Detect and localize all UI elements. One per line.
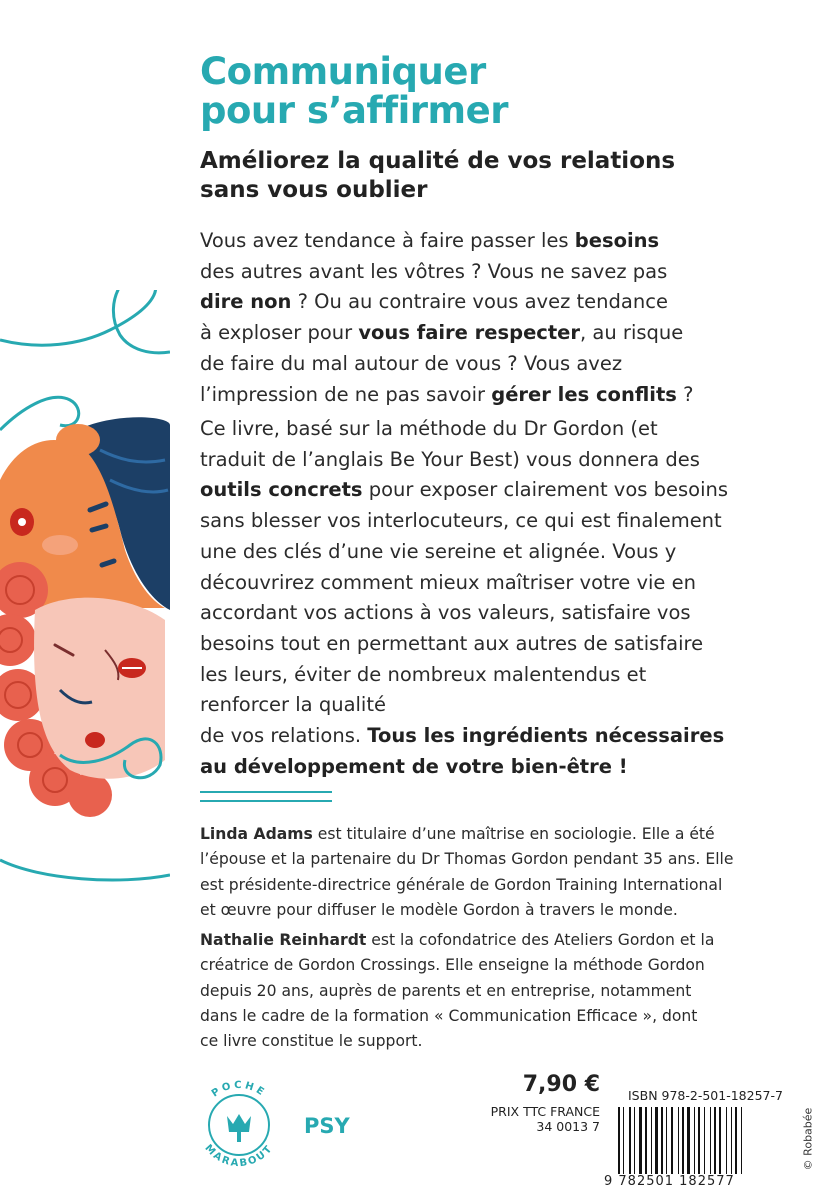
isbn: ISBN 978-2-501-18257-7 [628, 1088, 783, 1103]
barcode-bar [629, 1107, 631, 1179]
author-name: Linda Adams [200, 825, 313, 843]
description-paragraph: Ce livre, basé sur la méthode du Dr Gordon (et traduit de l’anglais Be Your Best) vous donnera des outils concrets pour exposer clairement vos besoins sans blesser vos interlocuteurs, ce qui est finalement une des clés d’une vie sereine et alignée. Vous y découvrirez comment mieux maîtriser votre vie en accordant vos actions à vos valeurs, satisfaire vos besoins tout en permettant aux autres de satisfaire les leurs, éviter de nombreux malentendus et renforcer la qualité de vos relations. Tous les ingrédients nécessaires au développement de votre bien-être ! [200, 417, 729, 778]
barcode-bar [719, 1107, 721, 1179]
barcode-bar [623, 1107, 624, 1179]
flower-icon [227, 1114, 251, 1142]
title-line-2: pour s’affirmer [200, 89, 508, 132]
price-label: PRIX TTC FRANCE 34 0013 7 [490, 1104, 600, 1134]
barcode-bar [687, 1107, 690, 1179]
collection-label: PSY [304, 1114, 350, 1138]
price: 7,90 € [522, 1072, 600, 1097]
author-bio-adams: Linda Adams est titulaire d’une maîtrise en sociologie. Elle a été l’épouse et la partenaire du Dr Thomas Gordon pendant 35 ans. Elle est présidente-directrice générale de Gordon Training International et œuvre pour diffuser le modèle Gordon à travers le monde. [200, 825, 734, 919]
book-subtitle [200, 147, 800, 205]
barcode-bar [698, 1107, 700, 1179]
barcode-bar [741, 1107, 742, 1179]
author-bio-reinhardt: Nathalie Reinhardt est la cofondatrice des Ateliers Gordon et la créatrice de Gordon Crossings. Elle enseigne la méthode Gordon depuis 20 ans, auprès de parents et en entreprise, notamment dans le cadre de la formation « Communication Efficace », dont ce livre constitue le support. [200, 931, 715, 1051]
barcode [616, 1107, 792, 1179]
cover-illustration [0, 290, 170, 900]
subtitle-line-2: sans vous oublier [200, 177, 428, 203]
book-title [200, 52, 760, 130]
barcode-digits: 9 782501 182577 [604, 1174, 800, 1189]
barcode-bar [639, 1107, 642, 1179]
svg-text:POCHE: POCHE [209, 1079, 269, 1100]
barcode-bar [731, 1107, 732, 1179]
marabout-poche-logo [186, 1072, 292, 1178]
barcode-bar [651, 1107, 652, 1179]
thread-top [0, 290, 170, 353]
divider-line-1 [200, 791, 332, 793]
barcode-bar [671, 1107, 673, 1179]
thread-mid [0, 397, 79, 430]
illustration-credit: © Robabée [801, 1107, 815, 1171]
intro-paragraph: Vous avez tendance à faire passer les besoins des autres avant les vôtres ? Vous ne savez pas dire non ? Ou au contraire vous avez tendance à exploser pour vous faire respecter, au risque de faire du mal autour de vous ? Vous avez l’impression de ne pas savoir gérer les conflits ? [200, 229, 694, 406]
author-name: Nathalie Reinhardt [200, 931, 367, 949]
barcode-bar [682, 1107, 684, 1179]
barcode-bar [655, 1107, 658, 1179]
barcode-bar [645, 1107, 647, 1179]
barcode-bar [678, 1107, 679, 1179]
barcode-bar [704, 1107, 705, 1179]
barcode-bar [735, 1107, 737, 1179]
barcode-bar [694, 1107, 695, 1179]
barcode-bar [634, 1107, 635, 1179]
divider-line-2 [200, 800, 332, 802]
title-line-1: Communiquer [200, 50, 486, 93]
subtitle-line-1: Améliorez la qualité de vos relations [200, 148, 676, 174]
barcode-bar [618, 1107, 620, 1179]
barcode-bar [714, 1107, 716, 1179]
svg-text:MARABOUT: MARABOUT [202, 1142, 276, 1170]
barcode-bar [661, 1107, 663, 1179]
barcode-bar [726, 1107, 727, 1179]
barcode-bar [666, 1107, 667, 1179]
barcode-bar [710, 1107, 711, 1179]
